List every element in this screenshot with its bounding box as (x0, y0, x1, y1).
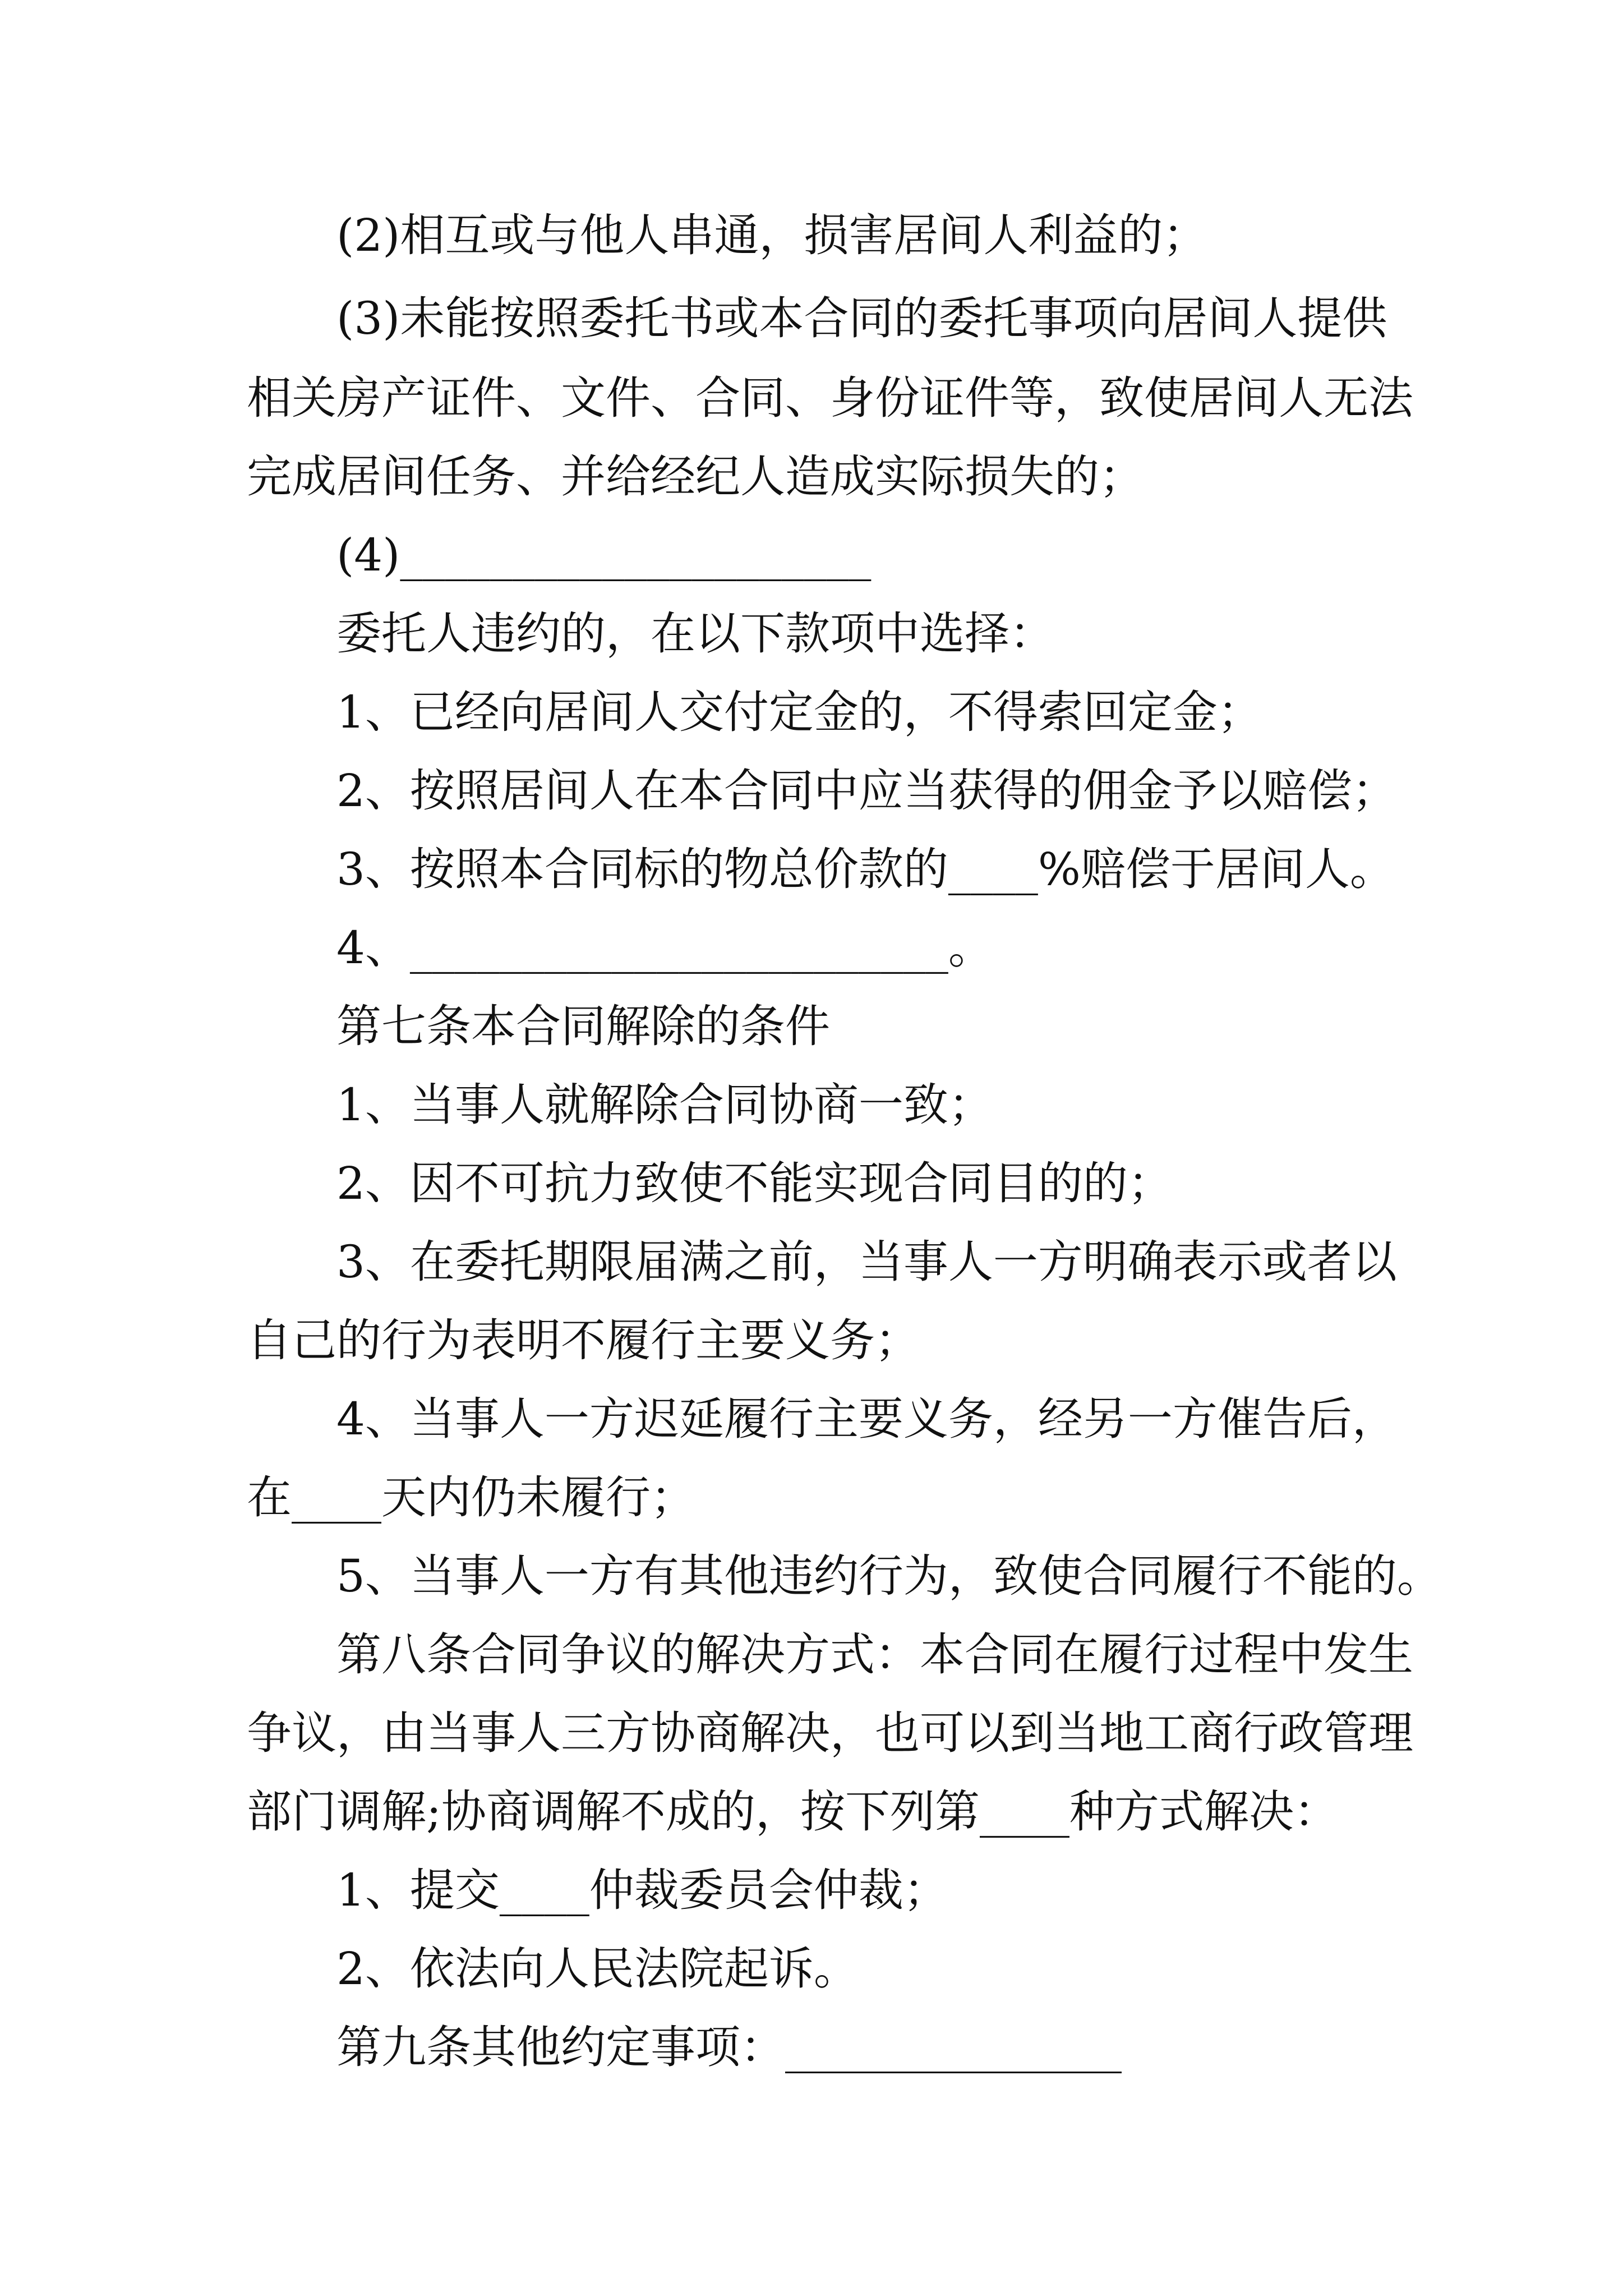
breach-options-heading: 委托人违约的，在以下款项中选择： (336, 608, 1054, 660)
breach-option-4: 4、________________________。 (336, 922, 993, 974)
article-8-line-3: 部门调解;协商调解不成的，按下列第____种方式解决： (247, 1786, 1339, 1838)
termination-condition-2: 2、因不可抗力致使不能实现合同目的的； (336, 1157, 1173, 1209)
clause-3-line-2: 相关房产证件、文件、合同、身份证件等，致使居间人无法 (247, 372, 1413, 424)
termination-condition-3-line-1: 3、在委托期限届满之前，当事人一方明确表示或者以 (336, 1236, 1397, 1288)
clause-3-line-1: (3)未能按照委托书或本合同的委托事项向居间人提供 (336, 292, 1387, 344)
breach-option-3: 3、按照本合同标的物总价款的____%赔偿于居间人。 (336, 843, 1395, 895)
dispute-option-2: 2、依法向人民法院起诉。 (336, 1943, 859, 1995)
article-8-line-1: 第八条合同争议的解决方式：本合同在履行过程中发生 (336, 1628, 1413, 1681)
termination-condition-4-line-1: 4、当事人一方迟延履行主要义务，经另一方催告后， (336, 1393, 1397, 1445)
article-7-heading: 第七条本合同解除的条件 (336, 1000, 830, 1052)
termination-condition-3-line-2: 自己的行为表明不履行主要义务； (247, 1314, 920, 1366)
breach-option-2: 2、按照居间人在本合同中应当获得的佣金予以赔偿； (336, 765, 1397, 817)
clause-3-line-3: 完成居间任务、并给经纪人造成实际损失的； (247, 450, 1144, 503)
dispute-option-1: 1、提交____仲裁委员会仲裁； (336, 1864, 948, 1916)
termination-condition-5: 5、当事人一方有其他违约行为，致使合同履行不能的。 (336, 1550, 1442, 1602)
article-8-line-2: 争议，由当事人三方协商解决，也可以到当地工商行政管理 (247, 1707, 1413, 1759)
breach-option-1: 1、已经向居间人交付定金的，不得索回定金； (336, 686, 1262, 738)
clause-4-blank-line: (4)_____________________ (336, 529, 872, 581)
clause-2-line: (2)相互或与他人串通，损害居间人利益的； (336, 209, 1208, 261)
termination-condition-1: 1、当事人就解除合同协商一致； (336, 1079, 993, 1131)
termination-condition-4-line-2: 在____天内仍未履行； (247, 1471, 695, 1524)
article-9-line: 第九条其他约定事项：_______________ (336, 2021, 1122, 2073)
